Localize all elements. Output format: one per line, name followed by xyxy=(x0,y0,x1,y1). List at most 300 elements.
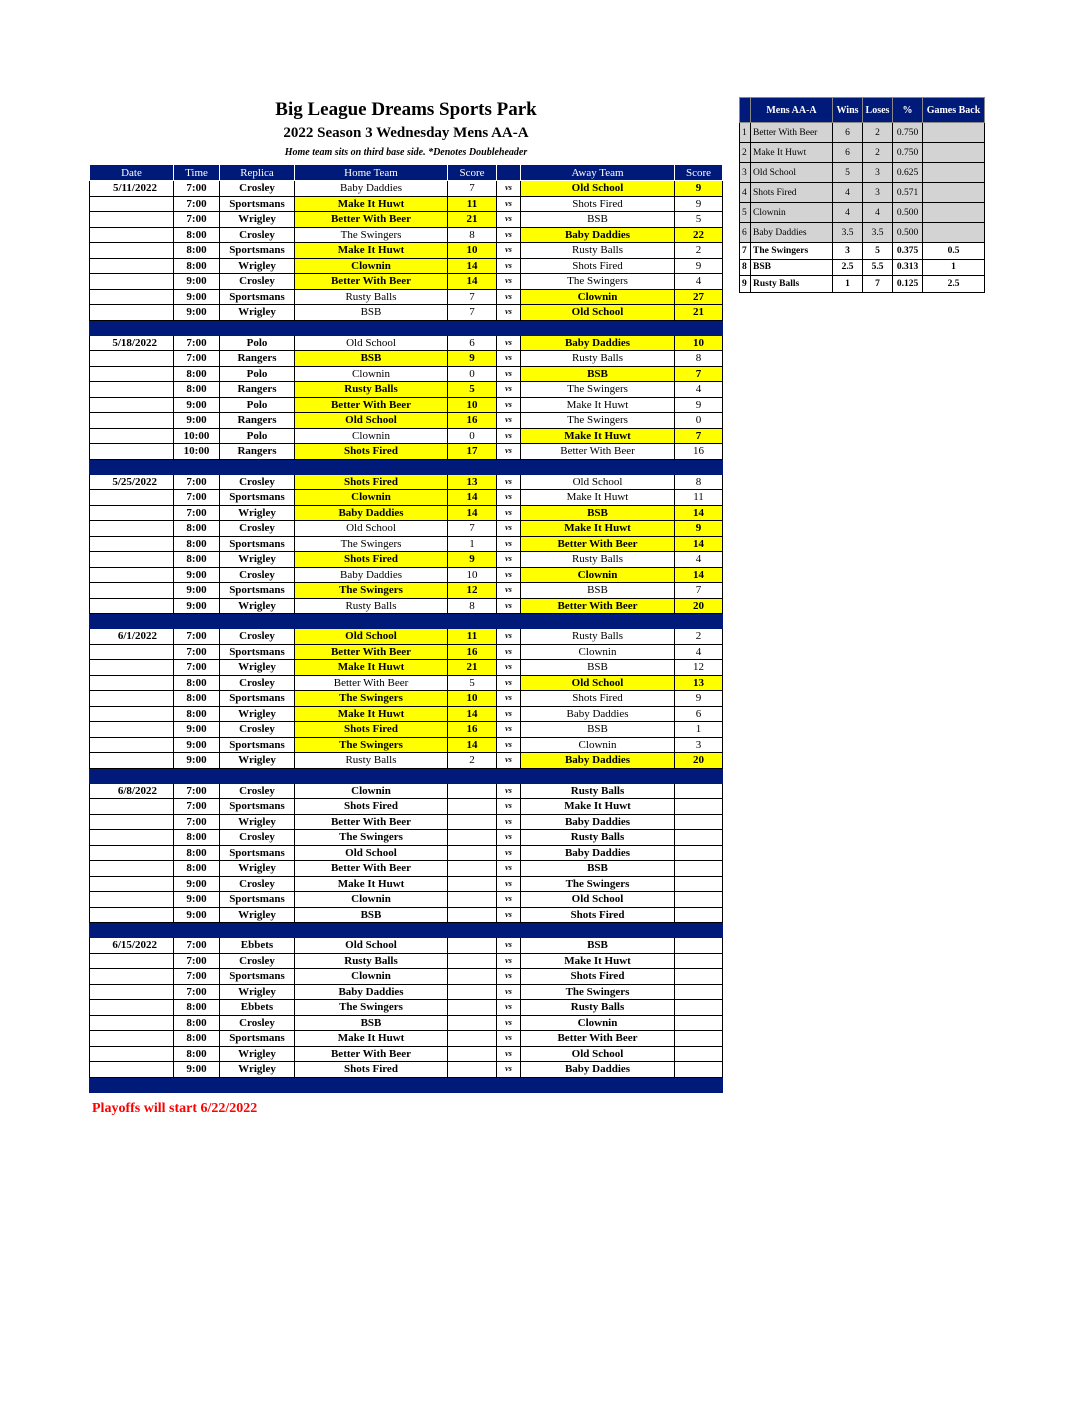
away-score: 12 xyxy=(675,660,723,676)
separator-cell xyxy=(497,1077,521,1092)
home-team: Rusty Balls xyxy=(295,598,448,614)
home-team: Rusty Balls xyxy=(295,953,448,969)
away-team: Rusty Balls xyxy=(521,243,675,259)
standings-wins: 4 xyxy=(833,203,863,223)
game-time: 8:00 xyxy=(174,1031,220,1047)
away-team: Shots Fired xyxy=(521,258,675,274)
game-time: 7:00 xyxy=(174,660,220,676)
home-score: 10 xyxy=(448,691,497,707)
home-team: Clownin xyxy=(295,366,448,382)
separator-cell xyxy=(174,923,220,938)
page-title: Big League Dreams Sports Park xyxy=(275,99,537,120)
home-score: 14 xyxy=(448,274,497,290)
standings-rank: 2 xyxy=(740,143,751,163)
home-score xyxy=(448,969,497,985)
game-time: 7:00 xyxy=(174,335,220,351)
away-score: 20 xyxy=(675,753,723,769)
standings-team: Clownin xyxy=(751,203,833,223)
home-team: Rusty Balls xyxy=(295,382,448,398)
standings-wins: 5 xyxy=(833,163,863,183)
away-score: 13 xyxy=(675,675,723,691)
game-date xyxy=(90,196,174,212)
home-score xyxy=(448,845,497,861)
vs-label: vs xyxy=(497,783,521,799)
away-score: 9 xyxy=(675,196,723,212)
game-field: Wrigley xyxy=(220,861,295,877)
away-score: 8 xyxy=(675,351,723,367)
vs-label: vs xyxy=(497,474,521,490)
game-field: Sportsmans xyxy=(220,536,295,552)
home-score xyxy=(448,1031,497,1047)
game-field: Crosley xyxy=(220,675,295,691)
col-header-date: Date xyxy=(90,165,174,181)
home-team: Better With Beer xyxy=(295,274,448,290)
page-subtitle: 2022 Season 3 Wednesday Mens AA-A xyxy=(283,125,529,141)
away-team: Old School xyxy=(521,474,675,490)
away-score: 27 xyxy=(675,289,723,305)
game-date xyxy=(90,490,174,506)
separator-cell xyxy=(675,459,723,474)
home-team: Better With Beer xyxy=(295,814,448,830)
home-team: Shots Fired xyxy=(295,799,448,815)
game-time: 7:00 xyxy=(174,505,220,521)
game-time: 7:00 xyxy=(174,938,220,954)
standings-rank: 9 xyxy=(740,276,751,293)
game-time: 8:00 xyxy=(174,258,220,274)
game-row xyxy=(90,382,723,398)
standings-pct: 0.500 xyxy=(893,223,923,243)
home-team: The Swingers xyxy=(295,536,448,552)
game-row xyxy=(90,243,723,259)
home-score: 7 xyxy=(448,181,497,197)
away-score xyxy=(675,830,723,846)
standings-losses: 5 xyxy=(863,243,893,260)
game-time: 8:00 xyxy=(174,675,220,691)
game-date xyxy=(90,382,174,398)
game-field: Rangers xyxy=(220,382,295,398)
game-time: 8:00 xyxy=(174,382,220,398)
vs-label: vs xyxy=(497,876,521,892)
game-row xyxy=(90,274,723,290)
game-row xyxy=(90,814,723,830)
game-row xyxy=(90,335,723,351)
standings-team: The Swingers xyxy=(751,243,833,260)
game-date xyxy=(90,305,174,321)
game-date xyxy=(90,521,174,537)
game-row xyxy=(90,351,723,367)
game-date xyxy=(90,227,174,243)
away-team: Old School xyxy=(521,305,675,321)
standings-row xyxy=(740,123,985,143)
game-time: 8:00 xyxy=(174,1015,220,1031)
game-date xyxy=(90,243,174,259)
game-date: 6/1/2022 xyxy=(90,629,174,645)
away-team: Make It Huwt xyxy=(521,428,675,444)
game-date xyxy=(90,583,174,599)
home-team: Clownin xyxy=(295,969,448,985)
standings-row xyxy=(740,203,985,223)
game-row xyxy=(90,783,723,799)
game-date xyxy=(90,1062,174,1078)
standings-header-row xyxy=(740,98,985,123)
game-date xyxy=(90,212,174,228)
game-row xyxy=(90,1031,723,1047)
game-time: 8:00 xyxy=(174,521,220,537)
away-score: 4 xyxy=(675,552,723,568)
standings-pct: 0.750 xyxy=(893,123,923,143)
vs-label: vs xyxy=(497,629,521,645)
standings-games-back: 2.5 xyxy=(923,276,985,293)
away-score xyxy=(675,814,723,830)
game-time: 9:00 xyxy=(174,397,220,413)
game-date xyxy=(90,907,174,923)
home-score: 14 xyxy=(448,737,497,753)
home-score: 11 xyxy=(448,196,497,212)
game-time: 8:00 xyxy=(174,536,220,552)
game-field: Sportsmans xyxy=(220,969,295,985)
game-date: 5/25/2022 xyxy=(90,474,174,490)
game-time: 8:00 xyxy=(174,366,220,382)
away-team: The Swingers xyxy=(521,413,675,429)
game-row xyxy=(90,366,723,382)
game-row xyxy=(90,428,723,444)
home-score: 8 xyxy=(448,227,497,243)
game-field: Polo xyxy=(220,335,295,351)
col-header-home-score: Score xyxy=(448,165,497,181)
separator-cell xyxy=(521,768,675,783)
game-row xyxy=(90,536,723,552)
game-row xyxy=(90,305,723,321)
game-date xyxy=(90,505,174,521)
schedule-header-row xyxy=(90,165,723,181)
home-score xyxy=(448,876,497,892)
vs-label: vs xyxy=(497,227,521,243)
vs-label: vs xyxy=(497,305,521,321)
game-date xyxy=(90,413,174,429)
home-team: The Swingers xyxy=(295,583,448,599)
game-date xyxy=(90,706,174,722)
game-row xyxy=(90,629,723,645)
away-score: 9 xyxy=(675,521,723,537)
standings-rank: 6 xyxy=(740,223,751,243)
standings-wins: 2.5 xyxy=(833,259,863,276)
game-field: Wrigley xyxy=(220,1062,295,1078)
home-score: 7 xyxy=(448,305,497,321)
away-score xyxy=(675,1062,723,1078)
away-team: Make It Huwt xyxy=(521,953,675,969)
game-row xyxy=(90,397,723,413)
away-score: 3 xyxy=(675,737,723,753)
game-row xyxy=(90,706,723,722)
home-team: Old School xyxy=(295,335,448,351)
away-score: 11 xyxy=(675,490,723,506)
game-field: Crosley xyxy=(220,953,295,969)
home-score xyxy=(448,1015,497,1031)
home-score xyxy=(448,1046,497,1062)
away-team: Rusty Balls xyxy=(521,351,675,367)
vs-label: vs xyxy=(497,212,521,228)
home-score xyxy=(448,953,497,969)
home-team: Make It Huwt xyxy=(295,660,448,676)
vs-label: vs xyxy=(497,274,521,290)
game-time: 7:00 xyxy=(174,196,220,212)
standings-losses: 2 xyxy=(863,143,893,163)
away-team: BSB xyxy=(521,212,675,228)
game-date xyxy=(90,444,174,460)
game-field: Crosley xyxy=(220,521,295,537)
separator-cell xyxy=(90,320,174,335)
away-score: 9 xyxy=(675,397,723,413)
standings-pct: 0.750 xyxy=(893,143,923,163)
game-date xyxy=(90,289,174,305)
vs-label: vs xyxy=(497,351,521,367)
home-score: 21 xyxy=(448,212,497,228)
game-date: 5/11/2022 xyxy=(90,181,174,197)
separator-cell xyxy=(90,459,174,474)
game-row xyxy=(90,1062,723,1078)
game-time: 7:00 xyxy=(174,490,220,506)
game-time: 9:00 xyxy=(174,753,220,769)
game-field: Rangers xyxy=(220,413,295,429)
home-score xyxy=(448,814,497,830)
separator-cell xyxy=(448,614,497,629)
vs-label: vs xyxy=(497,706,521,722)
schedule-body xyxy=(90,181,723,1093)
home-team: The Swingers xyxy=(295,737,448,753)
home-team: Shots Fired xyxy=(295,722,448,738)
standings-pct: 0.500 xyxy=(893,203,923,223)
home-team: Old School xyxy=(295,521,448,537)
game-date xyxy=(90,644,174,660)
standings-losses: 7 xyxy=(863,276,893,293)
away-score xyxy=(675,907,723,923)
vs-label: vs xyxy=(497,969,521,985)
standings-rank: 3 xyxy=(740,163,751,183)
standings-losses: 3.5 xyxy=(863,223,893,243)
away-team: The Swingers xyxy=(521,382,675,398)
game-row xyxy=(90,660,723,676)
game-field: Wrigley xyxy=(220,552,295,568)
home-score: 21 xyxy=(448,660,497,676)
away-score xyxy=(675,969,723,985)
home-team: Baby Daddies xyxy=(295,567,448,583)
separator-cell xyxy=(295,1077,448,1092)
separator-cell xyxy=(497,768,521,783)
col-header-away-team: Away Team xyxy=(521,165,675,181)
game-field: Wrigley xyxy=(220,984,295,1000)
separator-cell xyxy=(295,768,448,783)
game-time: 7:00 xyxy=(174,953,220,969)
standings-header-pct: % xyxy=(893,98,923,123)
standings-row xyxy=(740,183,985,203)
game-row xyxy=(90,1015,723,1031)
home-team: Shots Fired xyxy=(295,1062,448,1078)
home-team: The Swingers xyxy=(295,830,448,846)
separator-cell xyxy=(448,923,497,938)
vs-label: vs xyxy=(497,413,521,429)
home-team: Better With Beer xyxy=(295,1046,448,1062)
vs-label: vs xyxy=(497,335,521,351)
game-row xyxy=(90,583,723,599)
game-field: Sportsmans xyxy=(220,196,295,212)
home-team: Old School xyxy=(295,938,448,954)
away-score: 4 xyxy=(675,382,723,398)
game-date xyxy=(90,567,174,583)
away-team: Make It Huwt xyxy=(521,490,675,506)
game-date xyxy=(90,892,174,908)
away-team: Baby Daddies xyxy=(521,227,675,243)
separator-cell xyxy=(220,923,295,938)
game-field: Wrigley xyxy=(220,706,295,722)
vs-label: vs xyxy=(497,691,521,707)
away-team: Clownin xyxy=(521,644,675,660)
away-team: Old School xyxy=(521,1046,675,1062)
standings-games-back xyxy=(923,123,985,143)
home-team: Better With Beer xyxy=(295,212,448,228)
away-team: BSB xyxy=(521,938,675,954)
game-time: 8:00 xyxy=(174,227,220,243)
page-note: Home team sits on third base side. *Denotes Doubleheader xyxy=(284,147,528,158)
home-team: Shots Fired xyxy=(295,474,448,490)
separator-cell xyxy=(497,923,521,938)
separator-cell xyxy=(675,614,723,629)
away-score xyxy=(675,1046,723,1062)
game-row xyxy=(90,521,723,537)
home-score: 7 xyxy=(448,289,497,305)
away-team: The Swingers xyxy=(521,274,675,290)
standings-row xyxy=(740,223,985,243)
game-date xyxy=(90,830,174,846)
game-row xyxy=(90,644,723,660)
home-team: Baby Daddies xyxy=(295,984,448,1000)
away-score: 16 xyxy=(675,444,723,460)
away-team: BSB xyxy=(521,583,675,599)
standings-row xyxy=(740,276,985,293)
home-score: 12 xyxy=(448,583,497,599)
game-field: Crosley xyxy=(220,722,295,738)
away-score: 0 xyxy=(675,413,723,429)
game-row xyxy=(90,675,723,691)
home-score xyxy=(448,892,497,908)
game-field: Wrigley xyxy=(220,212,295,228)
home-team: Make It Huwt xyxy=(295,876,448,892)
game-field: Sportsmans xyxy=(220,845,295,861)
vs-label: vs xyxy=(497,536,521,552)
game-field: Crosley xyxy=(220,474,295,490)
standings-rank: 7 xyxy=(740,243,751,260)
standings-pct: 0.125 xyxy=(893,276,923,293)
standings-team: Baby Daddies xyxy=(751,223,833,243)
standings-pct: 0.625 xyxy=(893,163,923,183)
separator-cell xyxy=(220,320,295,335)
standings-team: Old School xyxy=(751,163,833,183)
home-score xyxy=(448,783,497,799)
standings-team: Shots Fired xyxy=(751,183,833,203)
home-team: Make It Huwt xyxy=(295,196,448,212)
separator-cell xyxy=(295,320,448,335)
away-team: Shots Fired xyxy=(521,969,675,985)
standings-team: BSB xyxy=(751,259,833,276)
standings-team: Rusty Balls xyxy=(751,276,833,293)
game-field: Wrigley xyxy=(220,598,295,614)
separator-cell xyxy=(497,320,521,335)
home-score: 14 xyxy=(448,258,497,274)
game-time: 9:00 xyxy=(174,892,220,908)
standings-header-division: Mens AA-A xyxy=(751,98,833,123)
home-team: Clownin xyxy=(295,892,448,908)
home-score: 5 xyxy=(448,382,497,398)
vs-label: vs xyxy=(497,953,521,969)
game-date xyxy=(90,1000,174,1016)
standings-row xyxy=(740,259,985,276)
game-time: 7:00 xyxy=(174,799,220,815)
away-score xyxy=(675,1000,723,1016)
game-row xyxy=(90,691,723,707)
away-score: 9 xyxy=(675,258,723,274)
game-row xyxy=(90,1046,723,1062)
home-score: 9 xyxy=(448,351,497,367)
standings-wins: 1 xyxy=(833,276,863,293)
away-team: Better With Beer xyxy=(521,598,675,614)
game-date xyxy=(90,814,174,830)
game-date xyxy=(90,660,174,676)
vs-label: vs xyxy=(497,243,521,259)
standings-losses: 5.5 xyxy=(863,259,893,276)
home-score xyxy=(448,938,497,954)
separator-cell xyxy=(90,923,174,938)
game-time: 8:00 xyxy=(174,691,220,707)
home-team: Shots Fired xyxy=(295,444,448,460)
game-time: 8:00 xyxy=(174,243,220,259)
away-team: Baby Daddies xyxy=(521,706,675,722)
separator-cell xyxy=(220,1077,295,1092)
home-team: Make It Huwt xyxy=(295,243,448,259)
home-score xyxy=(448,799,497,815)
game-time: 8:00 xyxy=(174,861,220,877)
game-date xyxy=(90,366,174,382)
away-team: Make It Huwt xyxy=(521,799,675,815)
home-team: Better With Beer xyxy=(295,861,448,877)
game-row xyxy=(90,799,723,815)
game-field: Sportsmans xyxy=(220,1031,295,1047)
vs-label: vs xyxy=(497,753,521,769)
game-row xyxy=(90,1000,723,1016)
game-date xyxy=(90,876,174,892)
standings-team: Better With Beer xyxy=(751,123,833,143)
game-time: 10:00 xyxy=(174,428,220,444)
away-team: Better With Beer xyxy=(521,1031,675,1047)
game-time: 7:00 xyxy=(174,969,220,985)
playoffs-note: Playoffs will start 6/22/2022 xyxy=(92,1101,258,1116)
away-score: 9 xyxy=(675,181,723,197)
home-score: 6 xyxy=(448,335,497,351)
away-score: 7 xyxy=(675,428,723,444)
separator-cell xyxy=(675,923,723,938)
home-score: 11 xyxy=(448,629,497,645)
separator-cell xyxy=(220,459,295,474)
standings-games-back xyxy=(923,183,985,203)
home-team: Rusty Balls xyxy=(295,289,448,305)
vs-label: vs xyxy=(497,1046,521,1062)
away-score xyxy=(675,938,723,954)
separator-cell xyxy=(448,1077,497,1092)
game-row xyxy=(90,753,723,769)
vs-label: vs xyxy=(497,1062,521,1078)
home-score xyxy=(448,830,497,846)
game-field: Sportsmans xyxy=(220,490,295,506)
away-team: Rusty Balls xyxy=(521,830,675,846)
home-team: BSB xyxy=(295,1015,448,1031)
